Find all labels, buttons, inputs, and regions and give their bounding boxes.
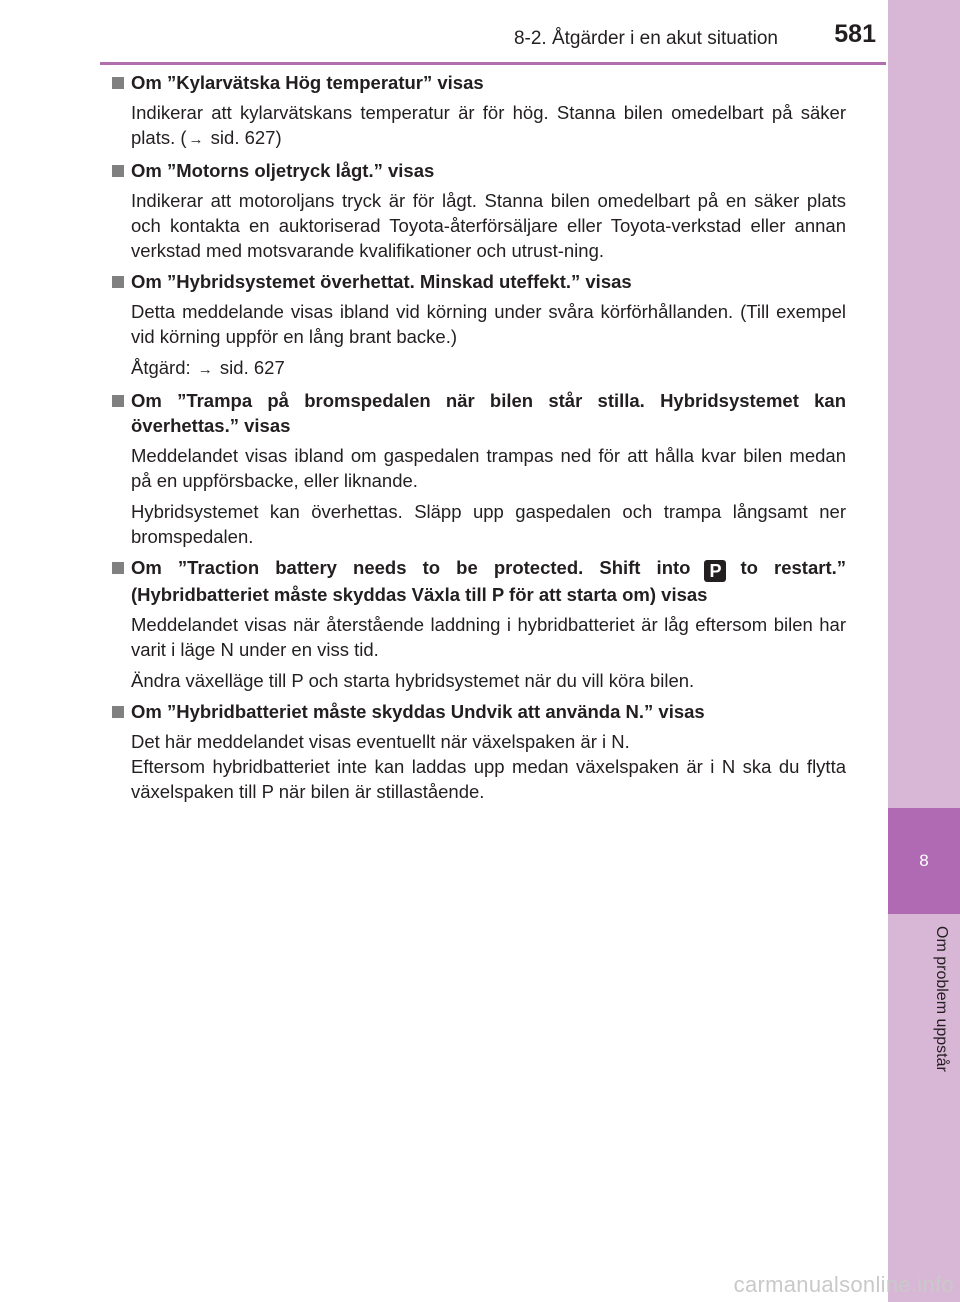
item-heading: Om ”Traction battery needs to be protected. Shift into P to restart.” (Hybridbatteriet måste skyddas Växla till P för att starta om) visas bbox=[108, 555, 846, 607]
item-heading: Om ”Hybridsystemet överhettat. Minskad uteffekt.” visas bbox=[108, 269, 846, 294]
item-paragraph: Detta meddelande visas ibland vid körning under svåra körförhållanden. (Till exempel vid körning uppför en lång brant backe.) bbox=[131, 301, 846, 347]
item-paragraph: Hybridsystemet kan överhettas. Släpp upp gaspedalen och trampa långsamt ner bromspedalen. bbox=[131, 501, 846, 547]
square-bullet-icon bbox=[112, 562, 124, 574]
chapter-title: Om problem uppstår bbox=[933, 926, 950, 1072]
square-bullet-icon bbox=[112, 165, 124, 177]
item-paragraph: Indikerar att kylarvätskans temperatur är för hög. Stanna bilen omedelbart på säker plats. ( → sid. 627) bbox=[131, 102, 846, 148]
arrow-right-icon: → bbox=[188, 131, 204, 148]
warning-item bbox=[108, 555, 846, 693]
square-bullet-icon bbox=[112, 395, 124, 407]
section-title: 8-2. Åtgärder i en akut situation bbox=[513, 28, 778, 49]
page-content bbox=[108, 70, 846, 810]
chapter-side-tab bbox=[888, 0, 960, 1302]
item-paragraph: Indikerar att motoroljans tryck är för lågt. Stanna bilen omedelbart på en säker plats och kontakta en auktoriserad Toyota-återförsäljare eller Toyota-verkstad eller annan verkstad med motsvarande kvalifikationer och utrust-ning. bbox=[131, 190, 846, 261]
park-p-icon: P bbox=[704, 560, 726, 582]
warning-item bbox=[108, 388, 846, 549]
chapter-number-box bbox=[888, 808, 960, 914]
item-paragraph: Meddelandet visas när återstående laddning i hybridbatteriet är låg eftersom bilen har varit i läge N under en viss tid. bbox=[131, 614, 846, 660]
item-paragraph: Ändra växelläge till P och starta hybridsystemet när du vill köra bilen. bbox=[131, 670, 695, 691]
chapter-number: 8 bbox=[919, 851, 929, 870]
item-heading: Om ”Kylarvätska Hög temperatur” visas bbox=[108, 70, 846, 95]
item-heading: Om ”Trampa på bromspedalen när bilen står stilla. Hybridsystemet kan överhettas.” visas bbox=[108, 388, 846, 438]
arrow-right-icon: → bbox=[197, 361, 213, 378]
item-heading: Om ”Hybridbatteriet måste skyddas Undvik att använda N.” visas bbox=[108, 699, 846, 724]
item-paragraph: Meddelandet visas ibland om gaspedalen trampas ned för att hålla kvar bilen medan på en uppförsbacke, eller liknande. bbox=[131, 445, 846, 491]
page-number: 581 bbox=[834, 20, 876, 48]
item-heading: Om ”Motorns oljetryck lågt.” visas bbox=[108, 158, 846, 183]
warning-item bbox=[108, 70, 846, 152]
warning-item bbox=[108, 158, 846, 263]
page-header bbox=[100, 0, 886, 65]
square-bullet-icon bbox=[112, 77, 124, 89]
watermark: carmanualsonline.info bbox=[733, 1272, 954, 1297]
square-bullet-icon bbox=[112, 276, 124, 288]
item-paragraph: Åtgärd: → sid. 627 bbox=[131, 357, 285, 378]
item-paragraph: Det här meddelandet visas eventuellt när växelspaken är i N. Eftersom hybridbatteriet inte kan laddas upp medan växelspaken är i N ska du flytta växelspaken till P när bilen är stillastående. bbox=[131, 731, 846, 802]
warning-item bbox=[108, 269, 846, 382]
square-bullet-icon bbox=[112, 706, 124, 718]
warning-item bbox=[108, 699, 846, 804]
